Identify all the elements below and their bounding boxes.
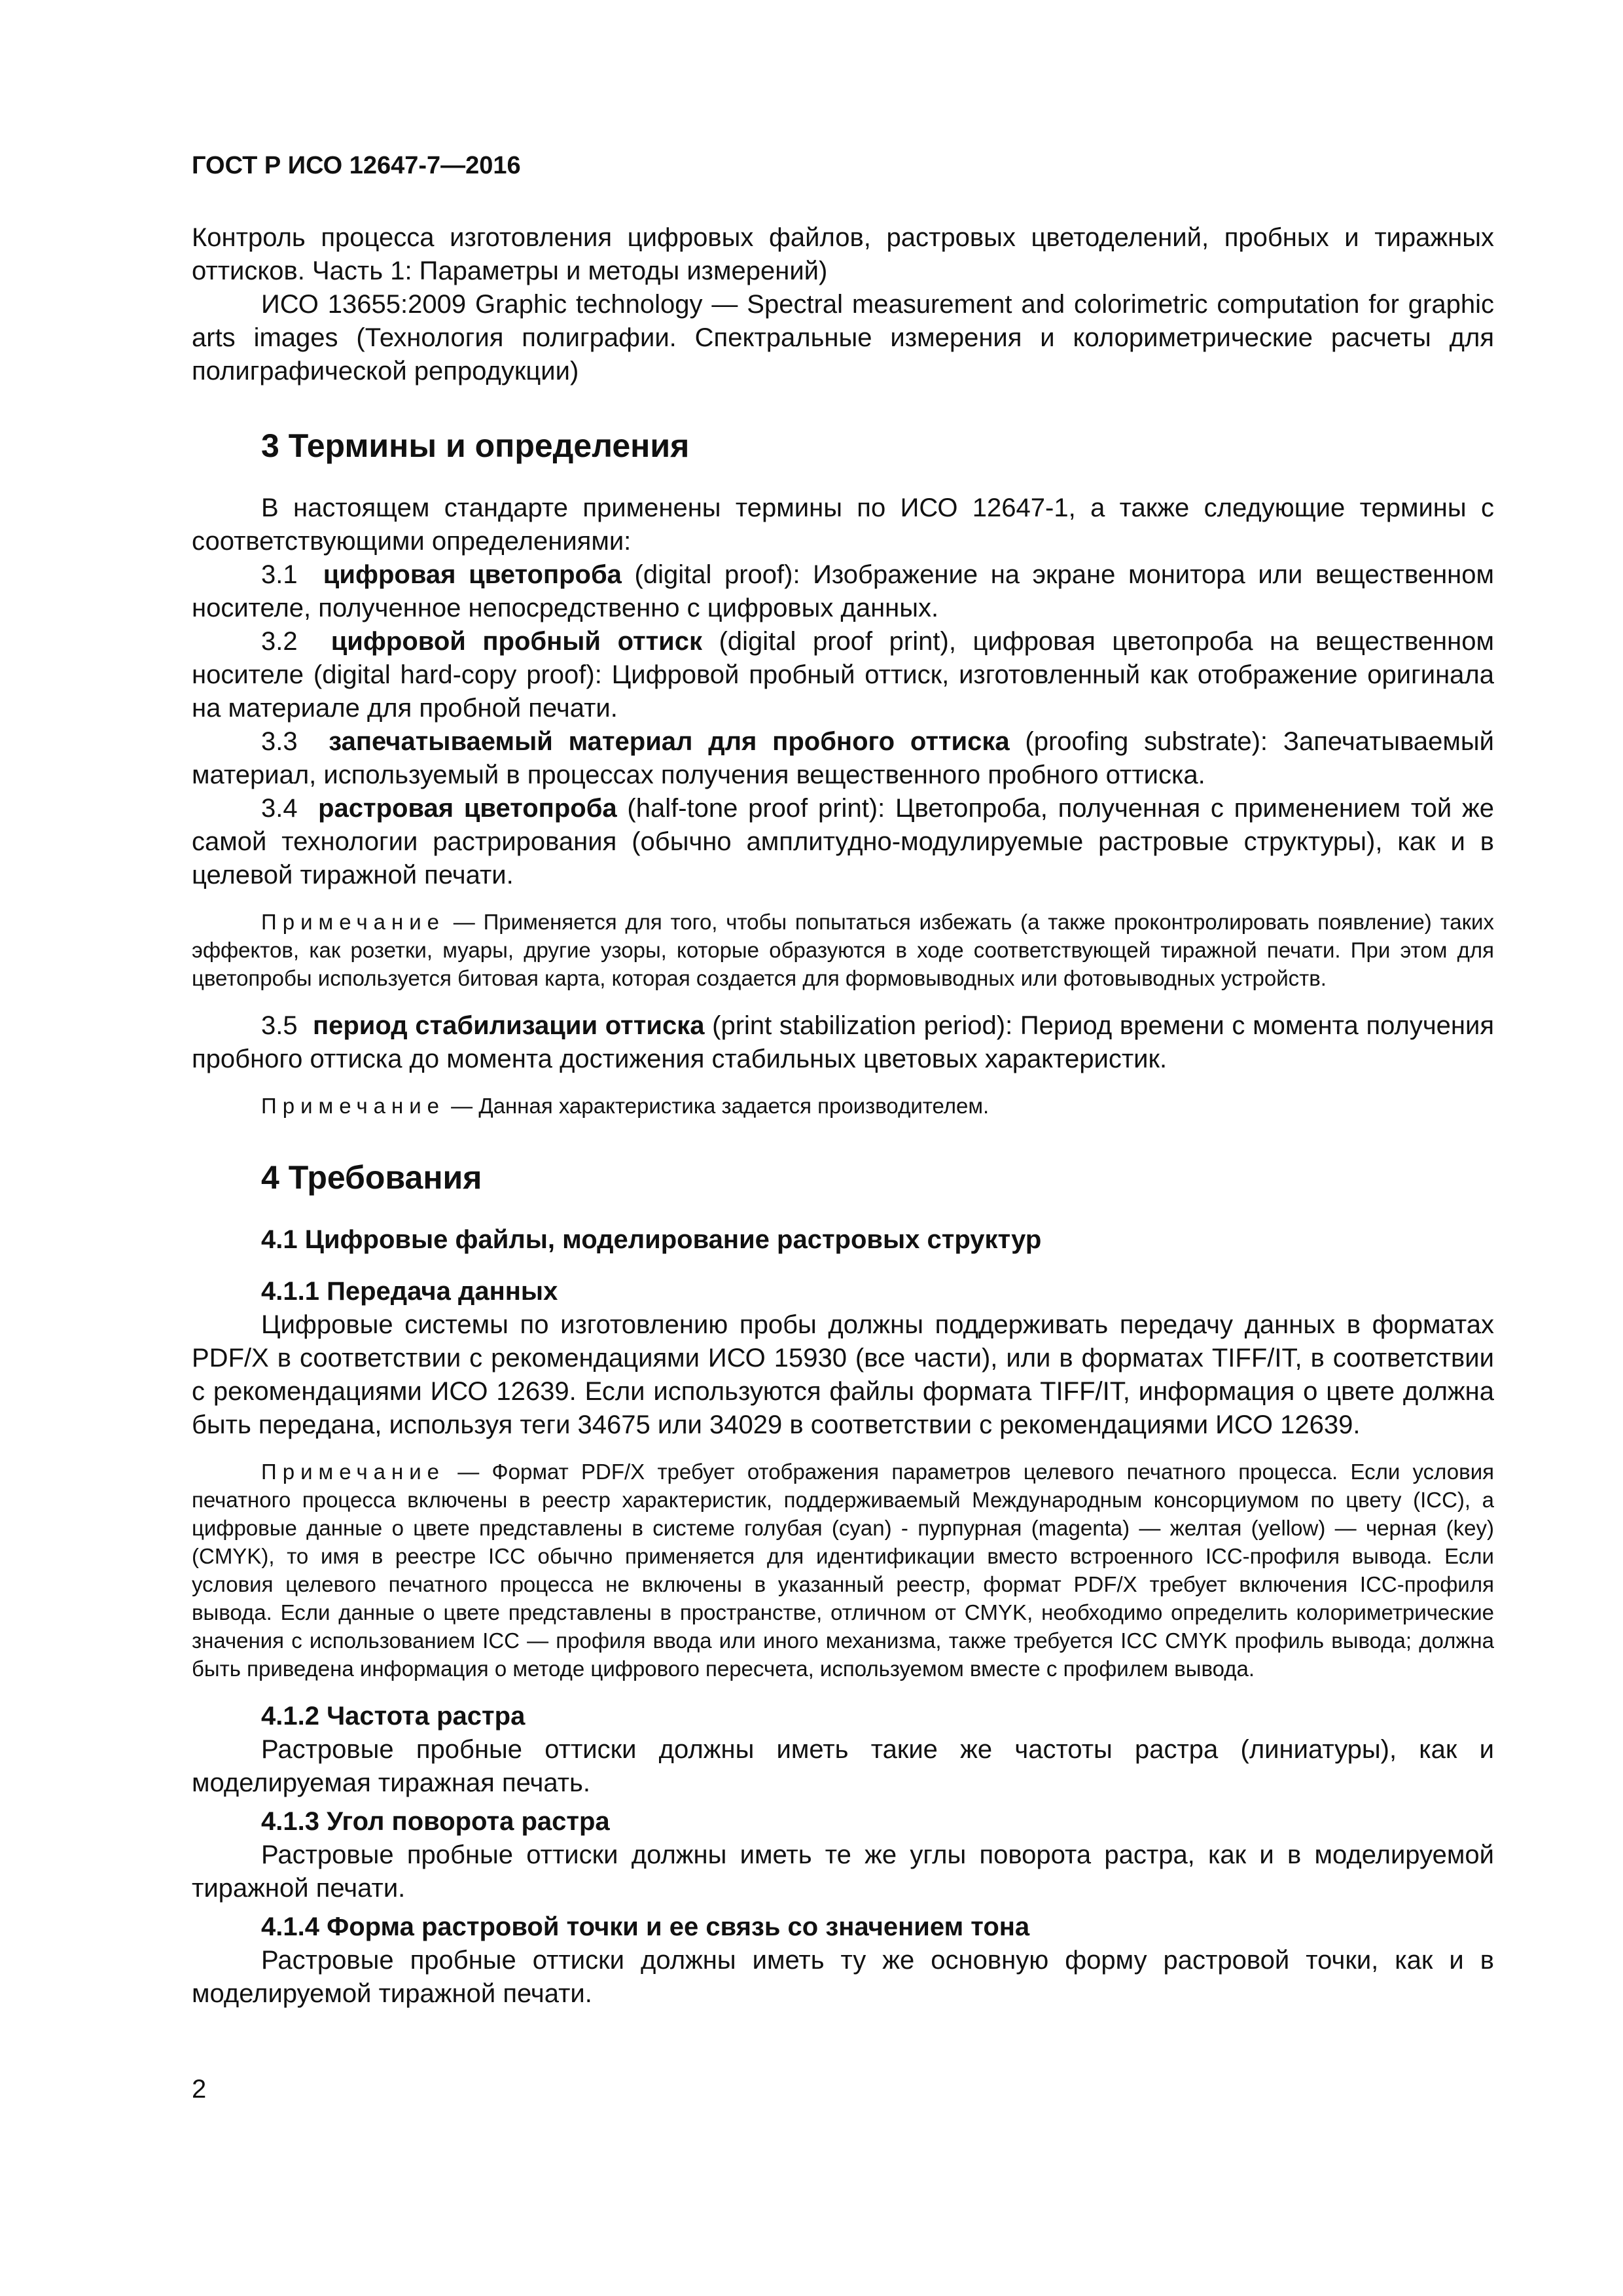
term-3-1 — [192, 558, 1494, 625]
note-3-5 — [192, 1092, 1494, 1120]
section-4-title: 4 Требования — [261, 1159, 482, 1196]
paragraph-4-1-1: Цифровые системы по изготовлению пробы должны поддерживать передачу данных в форматах PDF/X в соответствии с рекомендациями ИСО 15930 (все части), или в форматах TIFF/IT, в соответствии с рекомендациями ИСО 12639. Если используются файлы формата TIFF/IT, информация о цвете должна быть передана, используя теги 34675 или 34029 в соответствии с рекомендациями ИСО 12639. — [192, 1310, 1494, 1439]
term-definition: (print stabilization period): Период времени с момента получения пробного оттиска до момента достижения стабильных цветовых характеристик. — [192, 1011, 1494, 1073]
section-3-title: 3 Термины и определения — [261, 427, 690, 464]
subsection-4-1-3-title: 4.1.3 Угол поворота растра — [261, 1807, 610, 1836]
note-label: Примечание — [261, 1460, 446, 1484]
page-content — [192, 221, 1494, 2011]
term-3-5 — [192, 1009, 1494, 1076]
note-4-1-1 — [192, 1458, 1494, 1683]
term-name: растровая цветопроба — [318, 794, 617, 823]
paragraph-4-1-3: Растровые пробные оттиски должны иметь те же углы поворота растра, как и в моделируемой тиражной печати. — [192, 1840, 1494, 1903]
subsection-4-1-2-title: 4.1.2 Частота растра — [261, 1702, 526, 1731]
note-text: — Применяется для того, чтобы попытаться избежать (а также проконтролировать появление) таких эффектов, как розетки, муары, другие узоры, которые образуются в ходе соответствующей тиражной печати. При этом для цветопробы используется битовая карта, которая создается для формовыводных или фотовыводных устройств. — [192, 910, 1494, 990]
note-text: — Формат PDF/X требует отображения параметров целевого печатного процесса. Если условия печатного процесса включены в реестр характеристик, поддерживаемый Международным консорциумом по цвету (ICC), а цифровые данные о цвете представлены в системе голубая (cyan) - пурпурная (magenta) — желтая (yellow) — черная (key) (CMYK), то имя в реестре ICC обычно применяется для идентификации вместо встроенного ICC-профиля вывода. Если условия целевого печатного процесса не включены в указанный реестр, формат PDF/X требует включения ICC-профиля вывода. Если данные о цвете представлены в пространстве, отличном от CMYK, необходимо определить колориметрические значения с использованием ICC — профиля ввода или иного механизма, также требуется ICC CMYK профиль вывода; должна быть приведена информация о методе цифрового пересчета, используемом вместе с профилем вывода. — [192, 1460, 1494, 1681]
term-number: 3.2 — [261, 627, 298, 656]
term-number: 3.4 — [261, 794, 298, 823]
note-label: Примечание — [261, 1094, 446, 1118]
term-name: цифровая цветопроба — [323, 560, 622, 589]
term-3-2 — [192, 625, 1494, 725]
term-name: запечатываемый материал для пробного оттиска — [329, 727, 1010, 756]
subsection-4-1-4-title: 4.1.4 Форма растровой точки и ее связь со значением тона — [261, 1912, 1030, 1941]
section-3-intro: В настоящем стандарте применены термины по ИСО 12647-1, а также следующие термины с соответствующими определениями: — [192, 493, 1494, 556]
note-3-4 — [192, 908, 1494, 992]
note-label: Примечание — [261, 910, 446, 934]
reference-paragraph: ИСО 13655:2009 Graphic technology — Spectral measurement and colorimetric computation for graphic arts images (Технология полиграфии. Спектральные измерения и колориметрические расчеты для полиграфической репродукции) — [192, 290, 1494, 386]
subsection-4-1-title: 4.1 Цифровые файлы, моделирование растровых структур — [261, 1225, 1042, 1254]
term-3-4 — [192, 792, 1494, 892]
term-name: цифровой пробный оттиск — [330, 627, 703, 656]
term-number: 3.3 — [261, 727, 298, 756]
subsection-4-1-1-title: 4.1.1 Передача данных — [261, 1277, 558, 1306]
term-definition: (half-tone proof print): Цветопроба, полученная с применением той же самой технологии растрирования (обычно амплитудно-модулируемые растровые структуры), как и в целевой тиражной печати. — [192, 794, 1494, 889]
document-header: ГОСТ Р ИСО 12647-7—2016 — [192, 152, 521, 179]
term-definition: (digital proof print), цифровая цветопроба на вещественном носителе (digital hard-copy proof): Цифровой пробный оттиск, изготовленный как отображение оригинала на материале для пробной печати. — [192, 627, 1494, 723]
page-number: 2 — [192, 2075, 207, 2104]
term-number: 3.1 — [261, 560, 298, 589]
paragraph-4-1-4: Растровые пробные оттиски должны иметь ту же основную форму растровой точки, как и в моделируемой тиражной печати. — [192, 1946, 1494, 2008]
note-text: — Данная характеристика задается производителем. — [445, 1094, 990, 1118]
term-definition: (digital proof): Изображение на экране монитора или вещественном носителе, полученное непосредственно с цифровых данных. — [192, 560, 1494, 622]
term-3-3 — [192, 725, 1494, 792]
reference-paragraph: Контроль процесса изготовления цифровых файлов, растровых цветоделений, пробных и тиражных оттисков. Часть 1: Параметры и методы измерений) — [192, 223, 1494, 285]
term-number: 3.5 — [261, 1011, 298, 1040]
paragraph-4-1-2: Растровые пробные оттиски должны иметь такие же частоты растра (линиатуры), как и моделируемая тиражная печать. — [192, 1735, 1494, 1797]
term-name: период стабилизации оттиска — [312, 1011, 705, 1040]
term-definition: (proofing substrate): Запечатываемый материал, используемый в процессах получения вещественного пробного оттиска. — [192, 727, 1494, 789]
